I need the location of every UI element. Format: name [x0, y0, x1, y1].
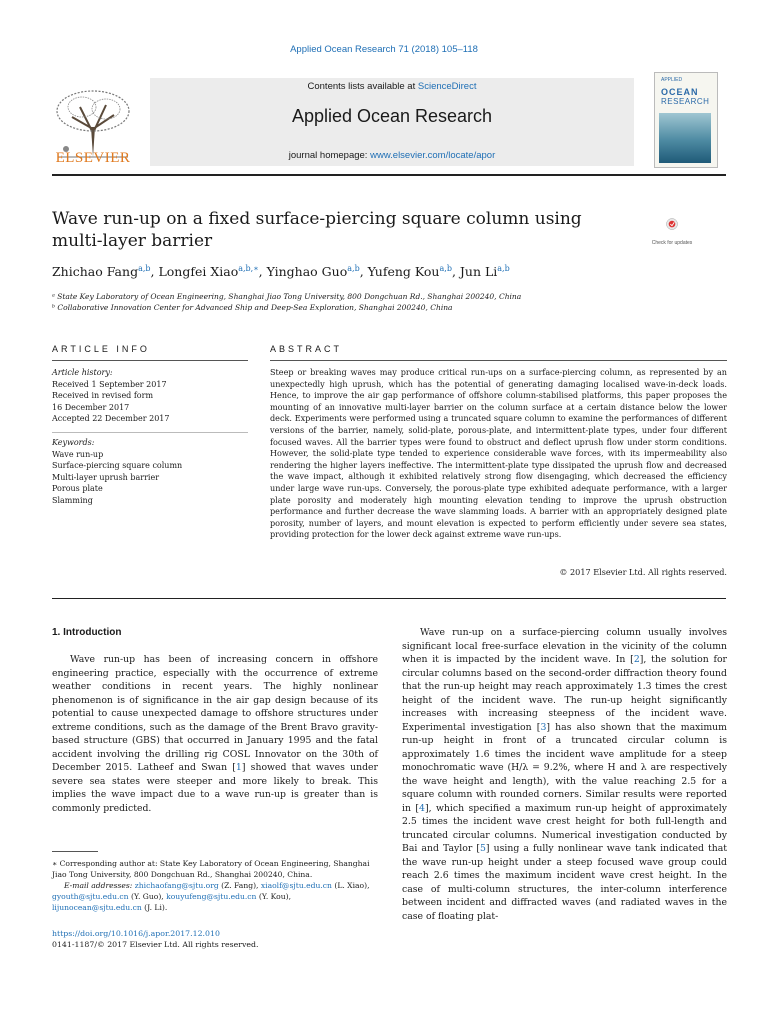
email-owner: (Z. Fang),	[218, 881, 261, 890]
text-run: ], the solution for circular columns based on the second-order diffraction theory found that the run-up height may reach approximately 1.3 times the crest height of the incident wave. The run-up height significantly increases with increasing steepness of the incident wave. Experimental investigation [	[402, 654, 727, 733]
corresponding-author: ∗ Corresponding author at: State Key Laboratory of Ocean Engineering, Shanghai Jiao Tong University, 800 Dongchuan Rd., Shanghai 200240, China.	[52, 859, 370, 879]
homepage-prefix: journal homepage:	[288, 150, 371, 161]
intro-right-paragraph	[402, 626, 727, 923]
abstract-heading: ABSTRACT	[270, 344, 343, 354]
homepage-line	[150, 150, 634, 161]
header-rule	[52, 174, 726, 176]
text-run: ], which specified a maximum run-up height of approximately 2.5 times the incident wave crest height for both full-length and truncated circular columns. Numerical investigation conducted by Bai and Taylor [	[402, 802, 727, 854]
email-owner: (L. Xiao),	[331, 881, 370, 890]
author-affil-sup[interactable]: a,b,∗	[238, 264, 259, 273]
elsevier-wordmark: ELSEVIER	[55, 150, 131, 166]
contents-prefix: Contents lists available at	[307, 81, 418, 92]
text-run: ] showed that waves under severe sea states were steeper and more likely to break. This implies the wave impact due to a wave run-up is greater than is commonly predicted.	[52, 762, 378, 814]
cover-research: RESEARCH	[661, 97, 710, 106]
keywords-block	[52, 437, 242, 506]
email-link[interactable]: zhichaofang@sjtu.org	[134, 881, 219, 890]
info-divider	[52, 432, 248, 433]
keyword-item: Slamming	[52, 495, 93, 505]
keyword-item: Surface-piercing square column	[52, 461, 183, 470]
keyword-item: Wave run-up	[52, 449, 104, 459]
text-run: ] has also shown that the maximum run-up height in front of a truncated circular column is approximately 1.6 times the incident wave amplitude for a steep monochromatic wave (H/λ = 9.2%, where H and λ are respectively the wave height and length), with the value reaching 2.5 for a square column with rounded corners. Similar results were reported in [	[402, 721, 727, 814]
author-name[interactable]: Zhichao Fang	[52, 264, 139, 280]
abstract-text: Steep or breaking waves may produce critical run-ups on a surface-piercing column, as represented by an unexpectedly high uprush, which has the potential of generating damaging localised wave-in-deck loads. Hence, to improve the air gap performance of offshore column-stabilised platforms, this paper proposes the mounting of an innovative multi-layer barrier on the column surface at a certain distance below the lower deck. Experiments were performed using a truncated square column to examine the performances of different versions of the barrier, namely, solid-plate, porous-plate, and intermittent-plate types, under four different focused waves. All the barrier types were found to obstruct and deflect uprush flow under storm conditions. However, the solid-plate type tended to experience considerable wave forces, with its impermeability also rendering the higher layers ineffective. The intermittent-plate type dissipated the uprush flow and decreased the wave impact, although it exhibited relatively strong flow disengaging, which decreased the efficiency under large wave run-ups. Conversely, the porous-plate type exhibited adequate performance, with a larger plate porosity and moderately high mounting elevation tending to improve the uprush obstruction performance and further decrease the wave slamming loads. A barrier with an appropriately designed plate porosity, number of layers, and mount elevation is expected to perform efficiently under severe sea states, providing protection for the lower deck against extreme wave run-ups.	[270, 367, 727, 540]
email-owner: (Y. Guo),	[128, 892, 167, 901]
paper-title: Wave run-up on a fixed surface-piercing square column using multi-layer barrier	[52, 209, 582, 251]
footnote-rule	[52, 851, 98, 852]
keyword-item: Multi-layer uprush barrier	[52, 472, 160, 482]
author-affil-sup[interactable]: a,b	[497, 264, 510, 273]
homepage-link[interactable]: www.elsevier.com/locate/apor	[370, 150, 496, 161]
journal-cover[interactable]	[654, 72, 718, 168]
email-link[interactable]: lijunocean@sjtu.edu.cn	[52, 903, 142, 912]
email-link[interactable]: gyouth@sjtu.edu.cn	[52, 892, 129, 901]
citation-link[interactable]: 5	[479, 843, 486, 854]
info-rule	[52, 360, 248, 361]
check-for-updates-icon[interactable]	[652, 218, 692, 240]
history-item: 16 December 2017	[52, 402, 130, 412]
author-affil-sup[interactable]: a,b	[138, 264, 151, 273]
author-affil-sup[interactable]: a,b	[347, 264, 360, 273]
abstract-rule	[270, 360, 727, 361]
citation-link[interactable]: 3	[540, 721, 547, 733]
doi-block	[52, 928, 258, 950]
history-item: Received 1 September 2017	[52, 379, 167, 389]
text-run: Wave run-up on a surface-piercing column usually involves significant local free-surface elevation in the vicinity of the column when it is impacted by the incident wave. In [	[402, 627, 727, 665]
history-label: Article history:	[52, 368, 113, 377]
check-for-updates-label[interactable]: Check for updates	[651, 240, 693, 246]
cover-applied: APPLIED	[661, 77, 683, 83]
history-item: Accepted 22 December 2017	[52, 414, 170, 423]
author-name[interactable]: Yufeng Kou	[367, 264, 440, 280]
citation-link[interactable]: 4	[419, 802, 425, 814]
abstract-copyright: © 2017 Elsevier Ltd. All rights reserved.	[559, 567, 727, 577]
article-info-heading: ARTICLE INFO	[52, 344, 150, 354]
sciencedirect-link[interactable]: ScienceDirect	[417, 81, 477, 92]
email-link[interactable]: kouyufeng@sjtu.edu.cn	[166, 892, 257, 901]
text-run: ] using a fully nonlinear wave tank indicated that the wave run-up height under a steep focused wave group could reach 2.6 times the maximum incident wave crest height. In the case of multi-column structures, the inter-column interference between incident and diffracted waves (and radiated waves in the case of floating plat-	[402, 843, 727, 922]
author-affil-sup[interactable]: a,b	[439, 264, 452, 273]
article-history	[52, 367, 242, 425]
cover-ocean: OCEAN	[661, 87, 699, 97]
section-heading-introduction: 1. Introduction	[52, 627, 122, 638]
email-addresses	[52, 880, 382, 913]
author-name[interactable]: Jun Li	[459, 264, 498, 280]
email-label: E-mail addresses:	[64, 881, 135, 890]
affiliation-b: ᵇ Collaborative Innovation Center for Advanced Ship and Deep-Sea Exploration, Shanghai 200240, China	[52, 303, 453, 312]
footnote	[52, 858, 382, 913]
citation-link[interactable]: 2	[633, 654, 640, 665]
email-owner: (J. Li).	[141, 903, 168, 912]
author-name[interactable]: Yinghao Guo	[266, 264, 348, 280]
history-item: Received in revised form	[52, 391, 154, 400]
citation-link[interactable]: 1	[235, 762, 242, 773]
author-name[interactable]: Longfei Xiao	[158, 264, 239, 280]
text-run: Wave run-up has been of increasing concern in offshore engineering practice, especially with the occurrence of extreme weather conditions in recent years. The highly nonlinear phenomenon is of significance in the air gap design because of its potential to cause unexpected damage to offshore structures under extreme conditions, such as the damage of the Brent Bravo gravity-based structure (GBS) that occurred in January 1995 and the fatal accident involving the drilling rig COSL Innovator on the 30th of December 2015. Latheef and Swan [	[52, 654, 378, 773]
keywords-label: Keywords:	[52, 438, 95, 447]
affiliation-a: ᵃ State Key Laboratory of Ocean Engineering, Shanghai Jiao Tong University, 800 Dongchuan Rd., Shanghai 200240, China	[52, 292, 522, 301]
cover-image	[659, 113, 711, 163]
doi-link[interactable]: https://doi.org/10.1016/j.apor.2017.12.010	[52, 929, 220, 938]
contents-line	[150, 81, 634, 92]
issn-line: 0141-1187/© 2017 Elsevier Ltd. All rights reserved.	[52, 940, 259, 949]
journal-title: Applied Ocean Research	[291, 106, 493, 126]
email-link[interactable]: xiaolf@sjtu.edu.cn	[260, 881, 332, 890]
abstract-bottom-rule	[52, 598, 726, 599]
email-owner: (Y. Kou),	[256, 892, 291, 901]
journal-reference[interactable]: Applied Ocean Research 71 (2018) 105–118	[290, 44, 478, 55]
author-list: Zhichao Fang$^{a,b}$, Longfei Xiao$^{a,b,∗}$, Yinghao Guo$^{a,b}$, Yufeng Kou$^{a,b}$, Jun Li$^{a,b}$	[52, 264, 510, 280]
keyword-item: Porous plate	[52, 484, 103, 493]
intro-left-paragraph	[52, 653, 378, 815]
